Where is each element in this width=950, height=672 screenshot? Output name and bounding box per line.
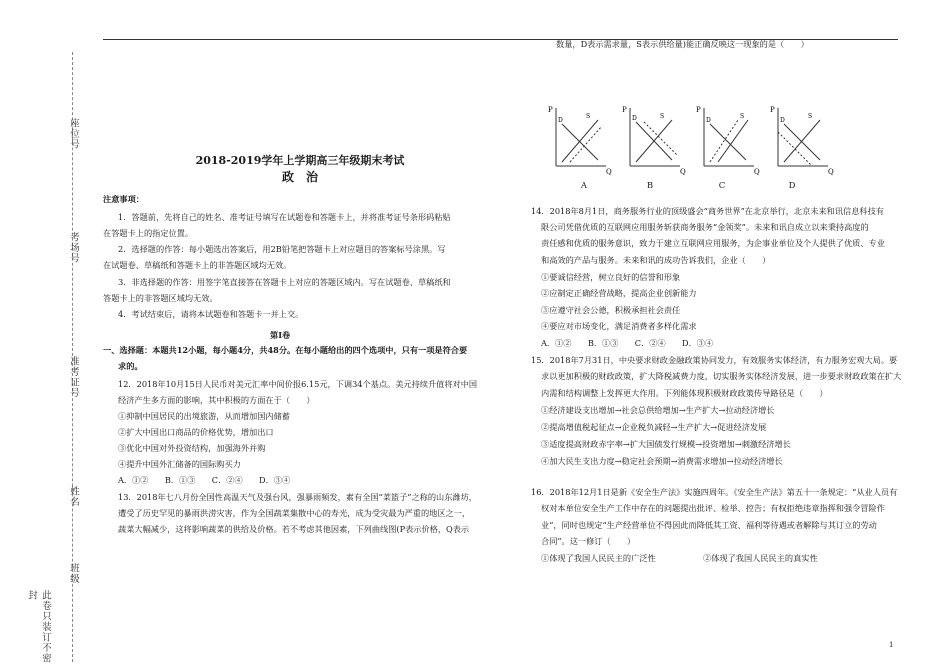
q16-option: ①体现了我国人民民主的广泛性 — [541, 553, 656, 563]
q14-stem: 限公司凭借优质的互联网应用服务斩获商务服务“金领奖”。未来和讯自成立以来秉持高度的 — [541, 222, 869, 232]
svg-text:Q: Q — [754, 168, 760, 176]
seat-label: 座位号 — [68, 118, 79, 150]
note-line: 在试题卷、草稿纸和答题卡上的非答题区域均无效。 — [103, 260, 292, 270]
q16-option: ②体现了我国人民民主的真实性 — [703, 553, 818, 563]
q12-option: ③优化中国对外投资结构，加强海外并购 — [118, 443, 266, 453]
graph-d — [770, 106, 834, 176]
svg-text:P: P — [770, 106, 775, 114]
q15-stem: 内需和结构调整上发挥更大作用。下列能体现积极财政政策传导路径是（ ） — [541, 388, 828, 398]
graph-b-label: B — [646, 181, 654, 191]
class-label: 班级 — [68, 563, 79, 584]
q14-stem: 责任感和优质的服务意识，致力于建立互联网应用服务，为企事业单位及个人提供了优质、专业 — [541, 238, 885, 248]
q14-answers: A．①② B．①③ C．②④ D．③④ — [541, 338, 714, 348]
svg-text:Q: Q — [828, 168, 834, 176]
axis-q-label: Q — [606, 168, 612, 176]
q15-option: ②提高增值税起征点→企业税负减轻→生产扩大→促进经济发展 — [541, 422, 767, 432]
q15-option: ③适度提高财政赤字率→扩大国债发行规模→投资增加→刺激经济增长 — [541, 439, 791, 449]
q13-stem: 蔬菜大幅减少，这将影响蔬菜的供给及价格。若不考虑其他因素，下列曲线图(P表示价格，Q表示 — [118, 524, 470, 534]
s-label: S — [586, 113, 591, 120]
note-line: 4．考试结束后，请将本试题卷和答题卡一并上交。 — [118, 309, 304, 319]
q13-stem: 遭受了历史罕见的暴雨洪涝灾害，作为全国蔬菜集散中心的寿光，成为受灾最为严重的地区之一， — [118, 508, 471, 518]
d-label: D — [558, 117, 563, 124]
graph-d-label: D — [788, 181, 796, 191]
note-line: 在答题卡上的指定位置。 — [103, 228, 194, 238]
q12-stem: 12．2018年10月15日人民币对美元汇率中间价报6.15元，下调34个基点。美元持续升值将对中国 — [118, 379, 478, 389]
svg-text:S: S — [660, 113, 665, 120]
q12-option: ④提升中国外汇储备的国际购买力 — [118, 459, 241, 469]
q15-stem: 15．2018年7月31日，中央要求财政金融政策协同发力，有效服务实体经济，有力服务宏观大局。要 — [531, 355, 898, 365]
note-line: 2．选择题的作答：每小题选出答案后，用2B铅笔把答题卡上对应题目的答案标号涂黑。写 — [118, 244, 446, 254]
notes-heading: 注意事项： — [103, 194, 144, 204]
svg-text:P: P — [622, 106, 627, 114]
name-label: 姓名 — [68, 486, 79, 507]
svg-text:S: S — [808, 113, 813, 120]
svg-text:S: S — [740, 113, 745, 120]
q14-stem: 14．2018年8月1日，商务服务行业的顶级盛会“商务世界”在北京举行，北京未来和讯信息科技有 — [531, 206, 884, 216]
seal-note: 此卷只装订不密封 — [26, 590, 51, 664]
q14-option: ②应制定正确经营战略，提高企业创新能力 — [541, 288, 697, 298]
sd-graphs — [540, 102, 840, 176]
svg-text:D: D — [632, 115, 637, 122]
section-title: 第Ⅰ卷 — [270, 330, 291, 340]
q15-option: ①经济建设支出增加→社会总供给增加→生产扩大→拉动经济增长 — [541, 405, 775, 415]
exam-title: 2018-2019学年上学期高三年级期末考试 — [195, 154, 405, 167]
ticket-number-label: 准考证号 — [68, 356, 79, 398]
q16-stem: 合同”。这一修订（ ） — [541, 536, 636, 546]
q12-option: ②扩大中国出口商品的价格优势，增加出口 — [118, 427, 274, 437]
q15-stem: 求以更加积极的财政政策，扩大降税减费力度，切实服务实体经济发展，进一步要求财政政策在扩大 — [541, 371, 902, 381]
graph-a-label: A — [580, 181, 588, 191]
axis-p-label: P — [548, 106, 553, 114]
exam-room-label: 考场号 — [68, 232, 79, 264]
q13-stem: 13．2018年七八月份全国性高温天气及强台风，强暴雨频发，素有全国“菜篮子”之称的山东潍坊， — [118, 492, 477, 502]
q14-stem: 和高效的产品与服务。未来和讯的成功告诉我们，企业（ ） — [541, 255, 771, 265]
q12-stem: 经济产生多方面的影响，其中积极的方面在于（ ） — [118, 395, 315, 405]
svg-text:D: D — [780, 117, 785, 124]
graph-b — [622, 106, 686, 176]
instruction-line: 求的。 — [118, 361, 143, 371]
q14-option: ①要诚信经营，树立良好的信誉和形象 — [541, 272, 681, 282]
demand-curve — [562, 124, 598, 160]
q16-stem: 权对本单位安全生产工作中存在的问题提出批评、检举、控告；有权拒绝违章指挥和强令冒险作 — [541, 503, 885, 513]
supply-curve-shifted — [570, 126, 602, 162]
q16-stem: 业”，同时也规定“生产经营单位不得因此而降低其工资、福利等待遇或者解除与其订立的劳动 — [541, 520, 877, 530]
subject-title: 政 治 — [281, 170, 318, 184]
note-line: 3．非选择题的作答：用签字笔直接答在答题卡上对应的答题区域内。写在试题卷、草稿纸和 — [118, 277, 451, 287]
q14-option: ③应遵守社会公德，积极承担社会责任 — [541, 305, 681, 315]
page-number: 1 — [889, 641, 894, 649]
graph-c — [696, 106, 760, 176]
q14-option: ④要应对市场变化，满足消费者多样化需求 — [541, 321, 697, 331]
graph-a — [548, 106, 612, 176]
q16-stem: 16．2018年12月1日是新《安全生产法》实施四周年。《安全生产法》第五十一条规定：“从业人员有 — [531, 487, 898, 497]
q13-stem-cont: 数量，D表示需求量，S表示供给量)能正确反映这一现象的是（ ） — [556, 39, 809, 49]
note-line: 答题卡上的非答题区域均无效。 — [103, 293, 218, 303]
svg-text:P: P — [696, 106, 701, 114]
q12-option: ①抑制中国居民的出境旅游，从而增加国内储蓄 — [118, 411, 290, 421]
instruction-line: 一、选择题：本题共12小题，每小题4分，共48分。在每小题给出的四个选项中，只有一项是符合要 — [103, 345, 468, 355]
q15-option: ④加大民生支出力度→稳定社会预期→消费需求增加→拉动经济增长 — [541, 456, 783, 466]
supply-curve — [562, 120, 598, 162]
graph-c-label: C — [718, 181, 726, 191]
svg-text:Q: Q — [680, 168, 686, 176]
q12-answers: A．①② B．①③ C．②④ D．③④ — [118, 475, 291, 485]
svg-text:D: D — [706, 117, 711, 124]
note-line: 1．答题前，先将自己的姓名、准考证号填写在试题卷和答题卡上，并将准考证号条形码粘贴 — [118, 212, 451, 222]
